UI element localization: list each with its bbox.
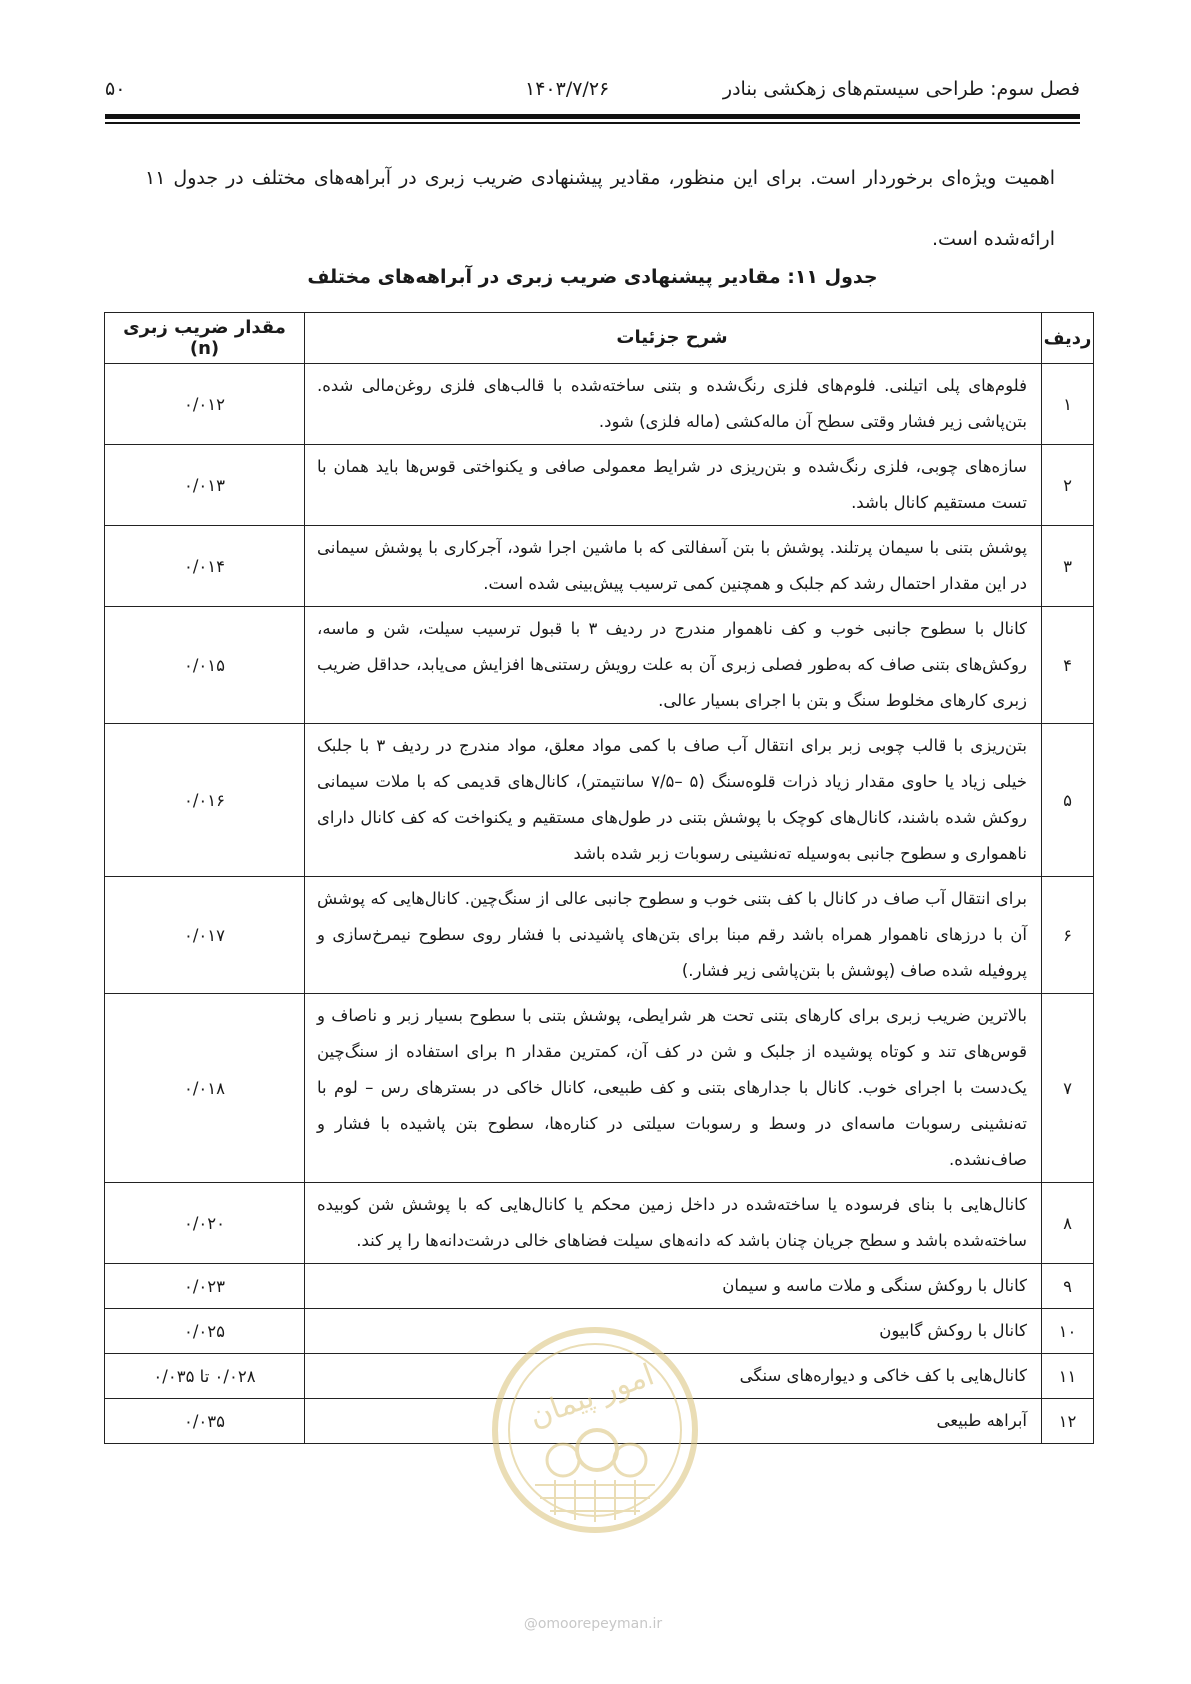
table-row — [105, 364, 1094, 445]
row-number: ۹ — [1042, 1264, 1094, 1309]
row-description: بالاترین ضریب زبری برای کارهای بتنی تحت هر شرایطی، پوشش بتنی با سطوح بسیار زبر و ناصاف و قوس‌های تند و کوتاه پوشیده از جلبک و شن در کف آن، کمترین مقدار n برای استفاده از سنگ‌چین یک‌دست با اجرای خوب. کانال با جدارهای بتنی و کف طبیعی، کانال خاکی در بسترهای رس – لوم با ته‌نشینی رسوبات ماسه‌ای در وسط و رسوبات سیلتی در کناره‌ها، سطوح بتن پاشیده با فشار و صاف‌نشده. — [305, 994, 1042, 1183]
row-number: ۱۲ — [1042, 1399, 1094, 1444]
watermark-logo — [485, 1310, 725, 1640]
row-number: ۸ — [1042, 1183, 1094, 1264]
row-number: ۳ — [1042, 526, 1094, 607]
header-description: شرح جزئیات — [305, 313, 1042, 364]
table-row — [105, 607, 1094, 724]
row-value: ۰/۰۱۲ — [105, 364, 305, 445]
row-number: ۴ — [1042, 607, 1094, 724]
row-description: بتن‌ریزی با قالب چوبی زبر برای انتقال آب صاف با کمی مواد معلق، مواد مندرج در ردیف ۳ با جلبک خیلی زیاد یا حاوی مقدار زیاد ذرات قلوه‌سنگ (۵ –۷/۵ سانتیمتر)، کانال‌های قدیمی که با ملات سیمانی روکش شده باشند، کانال‌های کوچک با پوشش بتنی در طول‌های مستقیم و یکنواخت که کف کانال دارای ناهمواری و سطوح جانبی به‌وسیله ته‌نشینی رسوبات زبر شده باشد — [305, 724, 1042, 877]
header-rule-thin — [105, 122, 1080, 124]
row-description: سازه‌های چوبی، فلزی رنگ‌شده و بتن‌ریزی در شرایط معمولی صافی و یکنواختی قوس‌ها باید همان با تست مستقیم کانال باشد. — [305, 445, 1042, 526]
page-header — [105, 74, 1080, 104]
watermark-seal-icon — [485, 1310, 725, 1640]
row-number: ۶ — [1042, 877, 1094, 994]
row-description: کانال‌هایی با کف خاکی و دیواره‌های سنگی — [305, 1354, 1042, 1399]
table-row — [105, 526, 1094, 607]
row-number: ۷ — [1042, 994, 1094, 1183]
row-description: کانال با روکش گابیون — [305, 1309, 1042, 1354]
row-description: کانال‌هایی با بنای فرسوده یا ساخته‌شده در داخل زمین محکم یا کانال‌هایی که با پوشش شن کوبیده ساخته‌شده باشد و سطح جریان چنان باشد که دانه‌های سیلت فضاهای خالی درشت‌دانه‌ها را پر کند. — [305, 1183, 1042, 1264]
table-row — [105, 1183, 1094, 1264]
page-number: ۵۰ — [105, 78, 126, 100]
table-row — [105, 724, 1094, 877]
row-description: کانال با سطوح جانبی خوب و کف ناهموار مندرج در ردیف ۳ با قبول ترسیب سیلت، شن و ماسه، روکش‌های بتنی صاف که به‌طور فصلی زبری آن به علت رویش رستنی‌ها افزایش می‌یابد، حداقل ضریب زبری کارهای مخلوط سنگ و بتن با اجرای بسیار عالی. — [305, 607, 1042, 724]
table-row — [105, 994, 1094, 1183]
row-value: ۰/۰۲۸ تا ۰/۰۳۵ — [105, 1354, 305, 1399]
table-row — [105, 1264, 1094, 1309]
row-value: ۰/۰۱۷ — [105, 877, 305, 994]
row-description: فلوم‌های پلی اتیلنی. فلوم‌های فلزی رنگ‌شده و بتنی ساخته‌شده با قالب‌های فلزی روغن‌مالی شده. بتن‌پاشی زیر فشار وقتی سطح آن ماله‌کشی (ماله فلزی) شود. — [305, 364, 1042, 445]
row-value: ۰/۰۱۴ — [105, 526, 305, 607]
row-number: ۵ — [1042, 724, 1094, 877]
row-value: ۰/۰۲۳ — [105, 1264, 305, 1309]
row-number: ۱۰ — [1042, 1309, 1094, 1354]
row-value: ۰/۰۱۵ — [105, 607, 305, 724]
header-date: ۱۴۰۳/۷/۲۶ — [525, 78, 610, 100]
table-caption: جدول ۱۱: مقادیر پیشنهادی ضریب زبری در آبراهه‌های مختلف — [307, 266, 878, 288]
row-number: ۱۱ — [1042, 1354, 1094, 1399]
row-description: پوشش بتنی با سیمان پرتلند. پوشش با بتن آسفالتی که با ماشین اجرا شود، آجرکاری با پوشش سیمانی در این مقدار احتمال رشد کم جلبک و همچنین کمی ترسیب پیش‌بینی شده است. — [305, 526, 1042, 607]
row-value: ۰/۰۱۸ — [105, 994, 305, 1183]
row-description: کانال با روکش سنگی و ملات ماسه و سیمان — [305, 1264, 1042, 1309]
row-value: ۰/۰۲۰ — [105, 1183, 305, 1264]
row-number: ۲ — [1042, 445, 1094, 526]
row-description: آبراهه طبیعی — [305, 1399, 1042, 1444]
table-row — [105, 877, 1094, 994]
table-header-row — [105, 313, 1094, 364]
header-value: مقدار ضریب زبری (n) — [105, 313, 305, 364]
svg-text:امور پیمان: امور پیمان — [524, 1357, 659, 1435]
header-rule-thick — [105, 114, 1080, 119]
svg-text:@omoorepeyman.ir: @omoorepeyman.ir — [523, 1616, 663, 1632]
chapter-title: فصل سوم: طراحی سیستم‌های زهکشی بنادر — [722, 78, 1080, 100]
row-value: ۰/۰۱۳ — [105, 445, 305, 526]
row-value: ۰/۰۳۵ — [105, 1399, 305, 1444]
row-description: برای انتقال آب صاف در کانال با کف بتنی خوب و سطوح جانبی عالی از سنگ‌چین. کانال‌هایی که پوشش آن با درزهای ناهموار همراه باشد رقم مبنا برای بتن‌های پاشیدنی با فشار روی سطوح نیمرخ‌سازی و پروفیله شده صاف (پوشش با بتن‌پاشی زیر فشار.) — [305, 877, 1042, 994]
header-row-no: ردیف — [1042, 313, 1094, 364]
intro-paragraph: اهمیت ویژه‌ای برخوردار است. برای این منظور، مقادیر پیشنهادی ضریب زبری در آبراهه‌های مختلف در جدول ۱۱ ارائه‌شده است. — [145, 167, 1055, 250]
roughness-table — [104, 312, 1094, 1444]
row-value: ۰/۰۱۶ — [105, 724, 305, 877]
table-row — [105, 445, 1094, 526]
row-value: ۰/۰۲۵ — [105, 1309, 305, 1354]
row-number: ۱ — [1042, 364, 1094, 445]
